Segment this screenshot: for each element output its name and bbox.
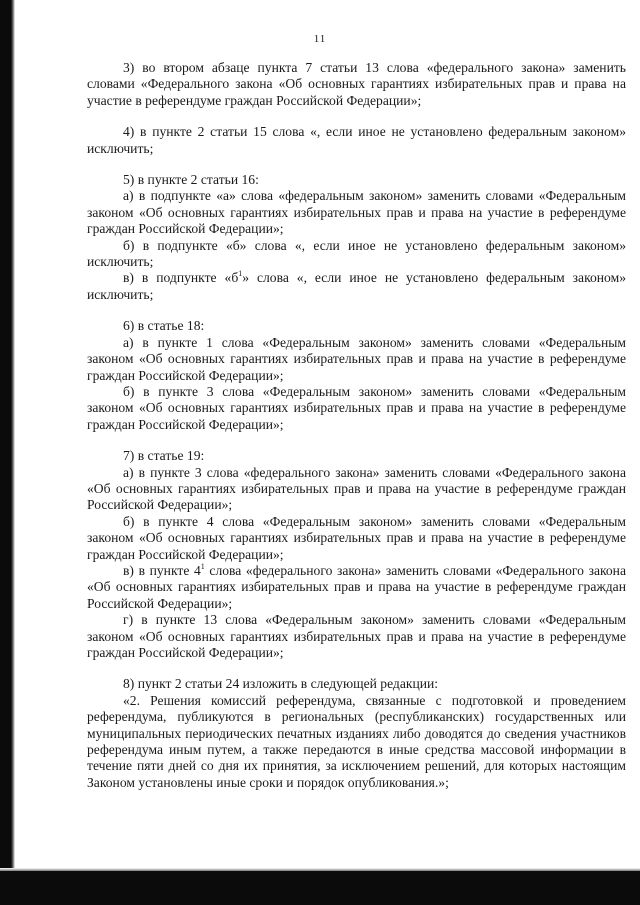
- paragraph-item-8-quote: «2. Решения комиссий референдума, связанные с подготовкой и проведением референдума, публикуются в региональных (республиканских) государственных или муниципальных периодических печатных изданиях либо доводятся до сведения участников референдума иным путем, а также передаются в иные средства массовой информации в течение пяти дней со дня их принятия, за исключением решений, для которых настоящим Законом установлены иные сроки и порядок опубликования.»;: [87, 692, 626, 790]
- paragraph-item-8-heading: 8) пункт 2 статьи 24 изложить в следующей редакции:: [123, 676, 439, 692]
- paragraph-item-7a: а) в пункте 3 слова «федерального закона» заменить словами «Федерального закона «Об основных гарантиях избирательных прав и права на участие в референдуме граждан Российской Федерации»;: [87, 464, 626, 513]
- scan-bottom-edge: [0, 871, 640, 905]
- item-5c-text-end: » слова «, если иное не установлено федеральным законом» исключить;: [87, 270, 626, 302]
- paragraph-item-7d: г) в пункте 13 слова «Федеральным законом» заменить словами «Федеральным законом «Об основных гарантиях избирательных прав и права на участие в референдуме граждан Российской Федерации»;: [87, 612, 626, 660]
- item-7c-text-start: в) в пункте 4: [123, 562, 201, 578]
- paragraph-item-7c: [87, 563, 626, 612]
- paragraph-item-5c: [87, 270, 626, 303]
- item-5c-text-start: в) в подпункте «б: [123, 270, 239, 286]
- paragraph-item-3: 3) во втором абзаце пункта 7 статьи 13 слова «федерального закона» заменить словами «Федерального закона «Об основных гарантиях избирательных прав и права на участие в референдуме граждан Российской Федерации»;: [87, 60, 626, 108]
- paragraph-item-6a: а) в пункте 1 слова «Федеральным законом» заменить словами «Федеральным законом «Об основных гарантиях избирательных прав и права на участие в референдуме граждан Российской Федерации»;: [87, 334, 626, 383]
- item-7c-text-end: слова «федерального закона» заменить словами «Федерального закона «Об основных гарантиях избирательных прав и права на участие в референдуме граждан Российской Федерации»;: [87, 562, 626, 611]
- paragraph-item-5-heading: 5) в пункте 2 статьи 16:: [123, 172, 259, 188]
- paragraph-item-6b: б) в пункте 3 слова «Федеральным законом» заменить словами «Федеральным законом «Об основных гарантиях избирательных прав и права на участие в референдуме граждан Российской Федерации»;: [87, 383, 626, 432]
- scan-left-edge: [0, 0, 15, 905]
- page-number: 11: [313, 33, 327, 45]
- paragraph-item-6-heading: 6) в статье 18:: [123, 318, 205, 334]
- paragraph-item-4: 4) в пункте 2 статьи 15 слова «, если иное не установлено федеральным законом» исключить;: [87, 124, 626, 156]
- paragraph-item-7-heading: 7) в статье 19:: [123, 448, 205, 464]
- paragraph-item-7b: б) в пункте 4 слова «Федеральным законом» заменить словами «Федеральным законом «Об основных гарантиях избирательных прав и права на участие в референдуме граждан Российской Федерации»;: [87, 513, 626, 562]
- paragraph-item-5b: б) в подпункте «б» слова «, если иное не установлено федеральным законом» исключить;: [87, 237, 626, 270]
- document-body: [87, 60, 626, 791]
- paragraph-item-5a: а) в подпункте «а» слова «федеральным законом» заменить словами «Федеральным законом «Об основных гарантиях избирательных прав и права на участие в референдуме граждан Российской Федерации»;: [87, 188, 626, 237]
- item-5c-superscript: 1: [238, 269, 243, 279]
- item-7c-superscript: 1: [200, 561, 205, 571]
